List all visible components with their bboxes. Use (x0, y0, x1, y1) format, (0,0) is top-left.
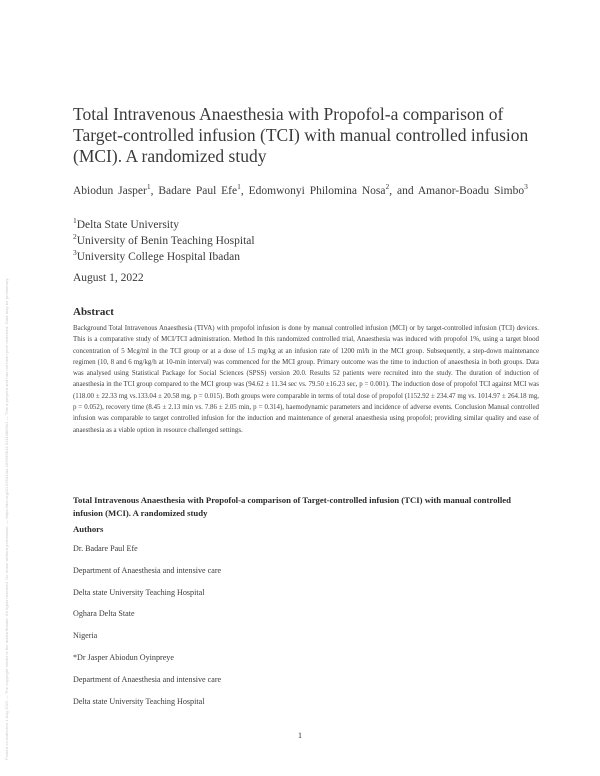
author-detail-line: Delta state University Teaching Hospital (73, 696, 205, 706)
affiliation-name: Delta State University (76, 219, 179, 231)
author-affil-mark: 3 (524, 182, 528, 192)
affiliation (73, 233, 543, 249)
section-title: Total Intravenous Anaesthesia with Propofol-a comparison of Target-controlled infusion (TCI) with manual controlled infusion (MCI). A randomized study (73, 495, 511, 518)
affiliation (73, 249, 543, 265)
author-separator: , (240, 185, 244, 197)
affiliation-mark: 2 (73, 232, 77, 242)
affiliation-name: University College Hospital Ibadan (76, 251, 240, 263)
author-name: Badare Paul Efe (158, 185, 238, 197)
abstract-body: Background Total Intravenous Anaesthesia (TIVA) with propofol infusion is done by manual controlled infusion (MCI) or by target-controlled infusion (TCI) devices. This is a comparative study of MCI/TCI administration. Method In this randomized controlled trial, Anaesthesia was induced with propofol 1%, using a target blood concentration of 5 Mcg/ml in the TCI group or at a dose of 1.5 mg/kg at an infusion rate of 1200 ml/h in the MCI group. Subsequently, a step-down maintenance regimen (10, 8 and 6 mg/kg/h at 10-min interval) was commenced for the MCI group. Primary outcome was the time to induction of anaesthesia in both groups. Data was analysed using Statistical Package for Social Sciences (SPSS) version 20.0. Results 52 patients were recruited into the study. The duration of induction of anaesthesia in the TCI group compared to the MCI group was (94.62 ± 11.34 sec vs. 79.50 ±16.23 sec, p = 0.001). The induction dose of propofol TCI against MCI was (118.00 ± 22.33 mg vs.133.04 ± 20.58 mg, p = 0.015). Both groups were comparable in terms of total dose of propofol (1152.92 ± 234.47 mg vs. 1014.97 ± 264.18 mg, p = 0.052), recovery time (8.45 ± 2.13 min vs. 7.86 ± 2.05 min, p = 0.314), haemodynamic parameters and incidence of adverse events. Conclusion Manual controlled infusion was comparable to target controlled infusion for the induction and maintenance of general anaesthesia using propofol; providing similar quality and ease of anaesthesia as a viable option in resource challenged settings. (73, 325, 539, 434)
affiliation-mark: 3 (73, 248, 77, 258)
author-detail-line: Dr. Badare Paul Efe (73, 544, 138, 553)
author-detail-line: *Dr Jasper Abiodun Oyinpreye (73, 652, 174, 662)
author-detail-line: Oghara Delta State (73, 609, 135, 619)
author-detail-line: Department of Anaesthesia and intensive care (73, 565, 222, 575)
affiliation-name: University of Benin Teaching Hospital (76, 235, 255, 247)
publication-date: August 1, 2022 (73, 272, 144, 284)
author-affil-mark: 2 (385, 182, 390, 192)
author-affil-mark: 1 (237, 182, 241, 192)
affiliation (73, 217, 543, 233)
author-details (73, 543, 543, 717)
side-watermark: Posted on Authorea 1 Aug 2022 — The copyright holder is the author/funder. All rights reserved. No reuse without permission. — https://doi.org/10.22541/au.165935813.31114883/v1 — This a preprint and has not been peer reviewed. Data may be preliminary. (4, 277, 9, 760)
affiliation-mark: 1 (73, 216, 77, 226)
author-detail-line: Delta state University Teaching Hospital (73, 587, 205, 597)
author-detail-line: Department of Anaesthesia and intensive care (73, 674, 222, 684)
author-separator: , (150, 185, 154, 197)
page-number: 1 (297, 730, 303, 740)
author-detail-line: Nigeria (73, 631, 98, 641)
author-name: Abiodun Jasper (73, 185, 147, 197)
affiliation-list (73, 217, 543, 265)
author-affil-mark: 1 (146, 182, 151, 192)
author-name: Amanor-Boadu Simbo (417, 185, 525, 197)
author-name: Edomwonyi Philomina Nosa (248, 185, 386, 197)
author-separator: , and (389, 185, 414, 197)
author-list (73, 183, 543, 199)
paper-title: Total Intravenous Anaesthesia with Propofol-a comparison of Target-controlled infusion (TCI) with manual controlled infusion (MCI). A randomized study (73, 104, 529, 166)
abstract-heading: Abstract (73, 306, 114, 318)
authors-heading: Authors (73, 524, 104, 534)
